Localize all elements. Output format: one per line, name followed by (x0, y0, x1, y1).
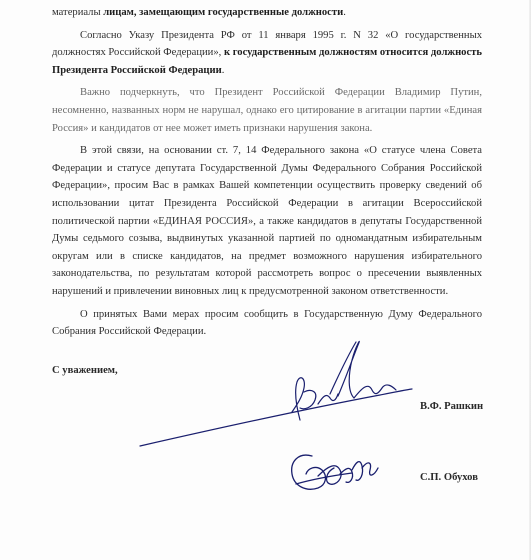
top-fragment-text: материалы (52, 7, 101, 18)
top-fragment-end: . (343, 7, 346, 18)
paragraph-emphasis (52, 84, 482, 137)
signer-rashkin: В.Ф. Рашкин (420, 401, 484, 412)
request-text: В этой связи, на основании ст. 7, 14 Федерального закона «О статусе члена Совета Федерации и статусе депутата Государственной Думы Федерального Собрания Российской Федерации», просим Вас в рамках Вашей компетенции осуществить проверку сведений об использовании цитат Президента Российской Федерации в агитации Всероссийской политической партии «ЕДИНАЯ РОССИЯ», а также кандидатов в депутаты Государственной Думы седьмого созыва, выдвинутых указанной партией по одномандатным избирательным округам или в списке кандидатов, на предмет возможного нарушения избирательного законодательства, по результатам которой рассмотреть вопрос о пресечении выявленных нарушений и привлечении виновных лиц к предусмотренной законом ответственности. (52, 145, 482, 297)
decree-bold: к государственным должностям относится должность Президента Российской Федерации (52, 47, 482, 76)
signature-obukhov (292, 455, 378, 489)
decree-text: Согласно Указу Президента РФ от 11 января 1995 г. N 32 «О государственных должностях Российской Федерации», (52, 29, 482, 59)
paragraph-top-fragment (52, 4, 482, 22)
signature-rashkin (140, 341, 412, 446)
reply-text: О принятых Вами мерах просим сообщить в Государственную Думу Федерального Собрания Российской Федерации. (52, 308, 482, 338)
decree-end: . (221, 64, 225, 76)
emphasis-text: Важно подчеркнуть, что Президент Российской Федерации Владимир Путин, несомненно, названных норм не нарушал, однако его цитирование в агитации партии «Единая Россия» и кандидатов от нее может иметь признаки нарушения закона. (52, 87, 482, 134)
closing-regards: С уважением, (52, 365, 118, 376)
paragraph-request (52, 142, 482, 300)
letter-body (52, 4, 482, 346)
signer-obukhov: С.П. Обухов (420, 472, 478, 483)
top-fragment-bold: лицам, замещающим государственные должности (103, 7, 344, 18)
paragraph-decree (52, 27, 482, 80)
paragraph-reply (52, 306, 482, 341)
